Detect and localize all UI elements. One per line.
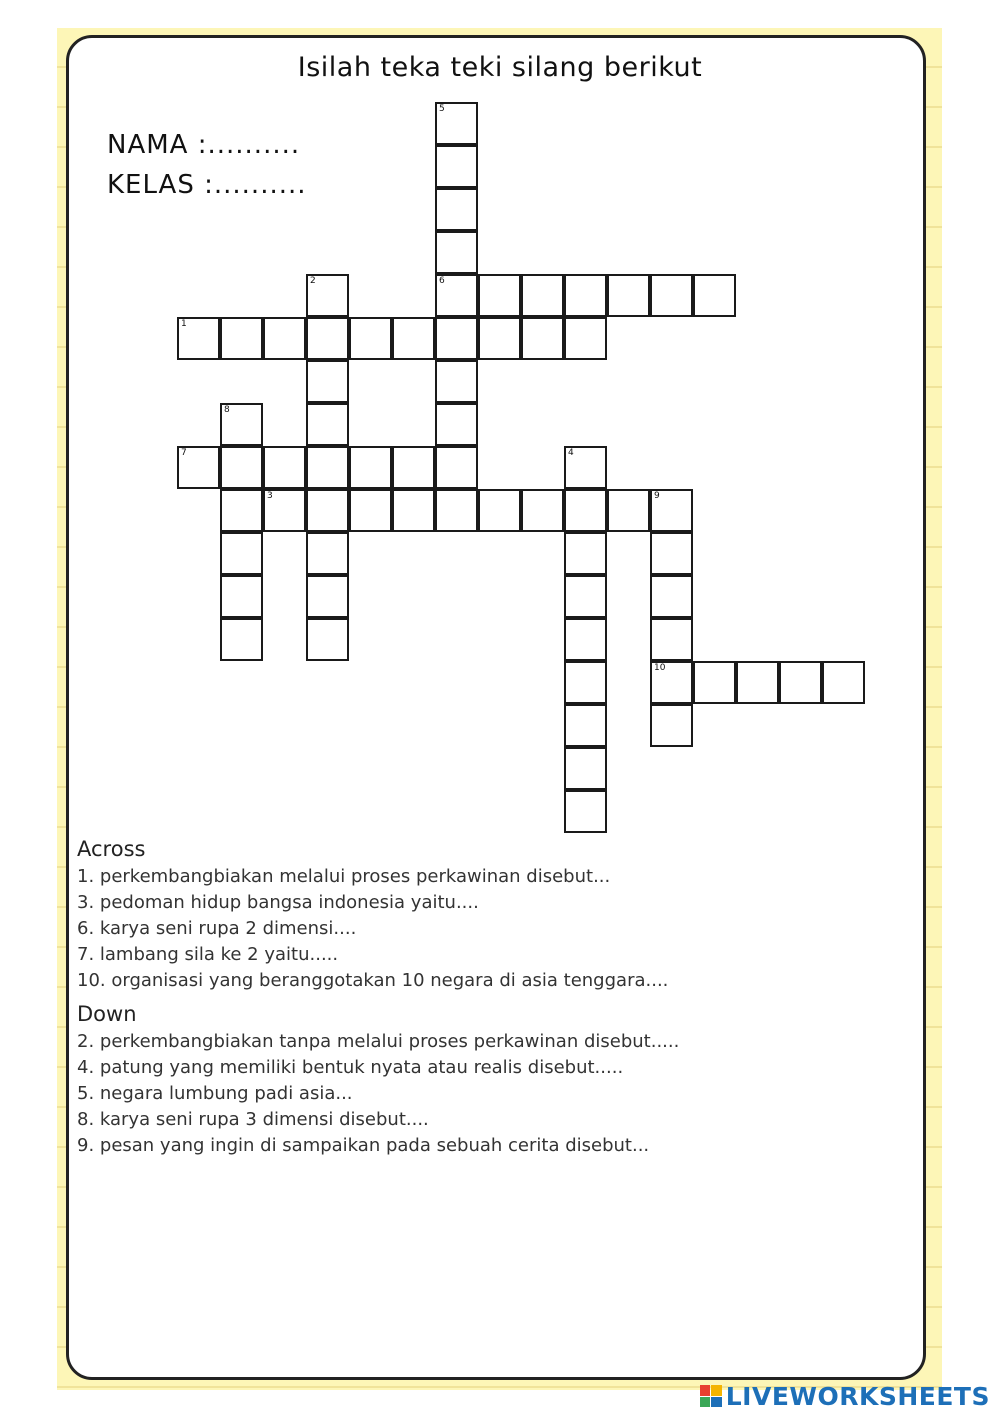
crossword-cell[interactable] [306, 575, 349, 618]
crossword-cell[interactable] [435, 446, 478, 489]
crossword-cell[interactable] [564, 704, 607, 747]
crossword-cell[interactable] [220, 446, 263, 489]
crossword-cell[interactable] [435, 489, 478, 532]
crossword-cell[interactable] [306, 317, 349, 360]
crossword-cell[interactable] [306, 403, 349, 446]
crossword-cell[interactable] [435, 274, 478, 317]
crossword-cell[interactable] [435, 231, 478, 274]
crossword-cell[interactable] [564, 532, 607, 575]
crossword-cell[interactable] [306, 446, 349, 489]
down-heading: Down [77, 1002, 137, 1026]
crossword-cell[interactable] [521, 274, 564, 317]
crossword-cell[interactable] [478, 274, 521, 317]
clue-number: 7 [181, 448, 187, 458]
crossword-cell[interactable] [306, 489, 349, 532]
across-clue-7: 7. lambang sila ke 2 yaitu..... [77, 944, 339, 965]
crossword-cell[interactable] [478, 489, 521, 532]
crossword-cell[interactable] [564, 575, 607, 618]
crossword-cell[interactable] [521, 317, 564, 360]
crossword-cell[interactable] [521, 489, 564, 532]
down-clue-9: 9. pesan yang ingin di sampaikan pada sebuah cerita disebut... [77, 1135, 650, 1156]
page-title: Isilah teka teki silang berikut [297, 52, 703, 83]
clue-number: 5 [439, 104, 445, 114]
crossword-cell[interactable] [607, 274, 650, 317]
crossword-cell[interactable] [650, 489, 693, 532]
crossword-cell[interactable] [693, 661, 736, 704]
crossword-cell[interactable] [220, 618, 263, 661]
crossword-cell[interactable] [435, 188, 478, 231]
crossword-cell[interactable] [564, 274, 607, 317]
crossword-cell[interactable] [220, 575, 263, 618]
crossword-cell[interactable] [220, 403, 263, 446]
crossword-cell[interactable] [607, 489, 650, 532]
across-clue-3: 3. pedoman hidup bangsa indonesia yaitu.... [77, 892, 479, 913]
crossword-cell[interactable] [564, 446, 607, 489]
crossword-cell[interactable] [435, 403, 478, 446]
down-clue-8: 8. karya seni rupa 3 dimensi disebut.... [77, 1109, 429, 1130]
brand-name: LIVEWORKSHEETS [725, 1381, 990, 1411]
crossword-cell[interactable] [693, 274, 736, 317]
crossword-cell[interactable] [650, 274, 693, 317]
crossword-cell[interactable] [650, 661, 693, 704]
clue-number: 6 [439, 276, 445, 286]
down-clue-2: 2. perkembangbiakan tanpa melalui proses perkawinan disebut..... [77, 1031, 680, 1052]
crossword-cell[interactable] [306, 274, 349, 317]
crossword-cell[interactable] [435, 102, 478, 145]
across-clue-6: 6. karya seni rupa 2 dimensi.... [77, 918, 357, 939]
crossword-cell[interactable] [263, 446, 306, 489]
clue-number: 3 [267, 491, 273, 501]
crossword-cell[interactable] [564, 661, 607, 704]
crossword-cell[interactable] [650, 618, 693, 661]
clue-number: 1 [181, 319, 187, 329]
clue-number: 8 [224, 405, 230, 415]
clue-number: 10 [654, 663, 666, 673]
worksheet-card [66, 35, 926, 1380]
crossword-cell[interactable] [435, 317, 478, 360]
across-clue-1: 1. perkembangbiakan melalui proses perkawinan disebut... [77, 866, 611, 887]
class-field[interactable]: KELAS :.......... [107, 170, 307, 200]
crossword-cell[interactable] [177, 317, 220, 360]
crossword-cell[interactable] [263, 317, 306, 360]
crossword-cell[interactable] [564, 618, 607, 661]
down-clue-5: 5. negara lumbung padi asia... [77, 1083, 353, 1104]
crossword-cell[interactable] [306, 360, 349, 403]
crossword-cell[interactable] [564, 317, 607, 360]
liveworksheets-logo-icon [700, 1385, 722, 1407]
crossword-cell[interactable] [779, 661, 822, 704]
clue-number: 4 [568, 448, 574, 458]
crossword-cell[interactable] [564, 489, 607, 532]
crossword-cell[interactable] [650, 575, 693, 618]
crossword-cell[interactable] [564, 747, 607, 790]
crossword-cell[interactable] [478, 317, 521, 360]
footer-branding [700, 1381, 990, 1411]
crossword-cell[interactable] [564, 790, 607, 833]
crossword-cell[interactable] [220, 317, 263, 360]
crossword-cell[interactable] [220, 489, 263, 532]
crossword-cell[interactable] [177, 446, 220, 489]
name-field[interactable]: NAMA :.......... [107, 130, 301, 160]
crossword-cell[interactable] [349, 446, 392, 489]
crossword-cell[interactable] [435, 145, 478, 188]
clue-number: 2 [310, 276, 316, 286]
crossword-cell[interactable] [392, 446, 435, 489]
crossword-cell[interactable] [306, 618, 349, 661]
crossword-cell[interactable] [650, 704, 693, 747]
crossword-cell[interactable] [220, 532, 263, 575]
crossword-cell[interactable] [306, 532, 349, 575]
crossword-cell[interactable] [822, 661, 865, 704]
down-clue-4: 4. patung yang memiliki bentuk nyata atau realis disebut..... [77, 1057, 624, 1078]
across-clue-10: 10. organisasi yang beranggotakan 10 negara di asia tenggara.... [77, 970, 669, 991]
crossword-cell[interactable] [263, 489, 306, 532]
crossword-cell[interactable] [650, 532, 693, 575]
crossword-cell[interactable] [392, 317, 435, 360]
across-heading: Across [77, 837, 146, 861]
crossword-cell[interactable] [736, 661, 779, 704]
crossword-cell[interactable] [435, 360, 478, 403]
crossword-cell[interactable] [349, 489, 392, 532]
crossword-cell[interactable] [349, 317, 392, 360]
clue-number: 9 [654, 491, 660, 501]
crossword-cell[interactable] [392, 489, 435, 532]
